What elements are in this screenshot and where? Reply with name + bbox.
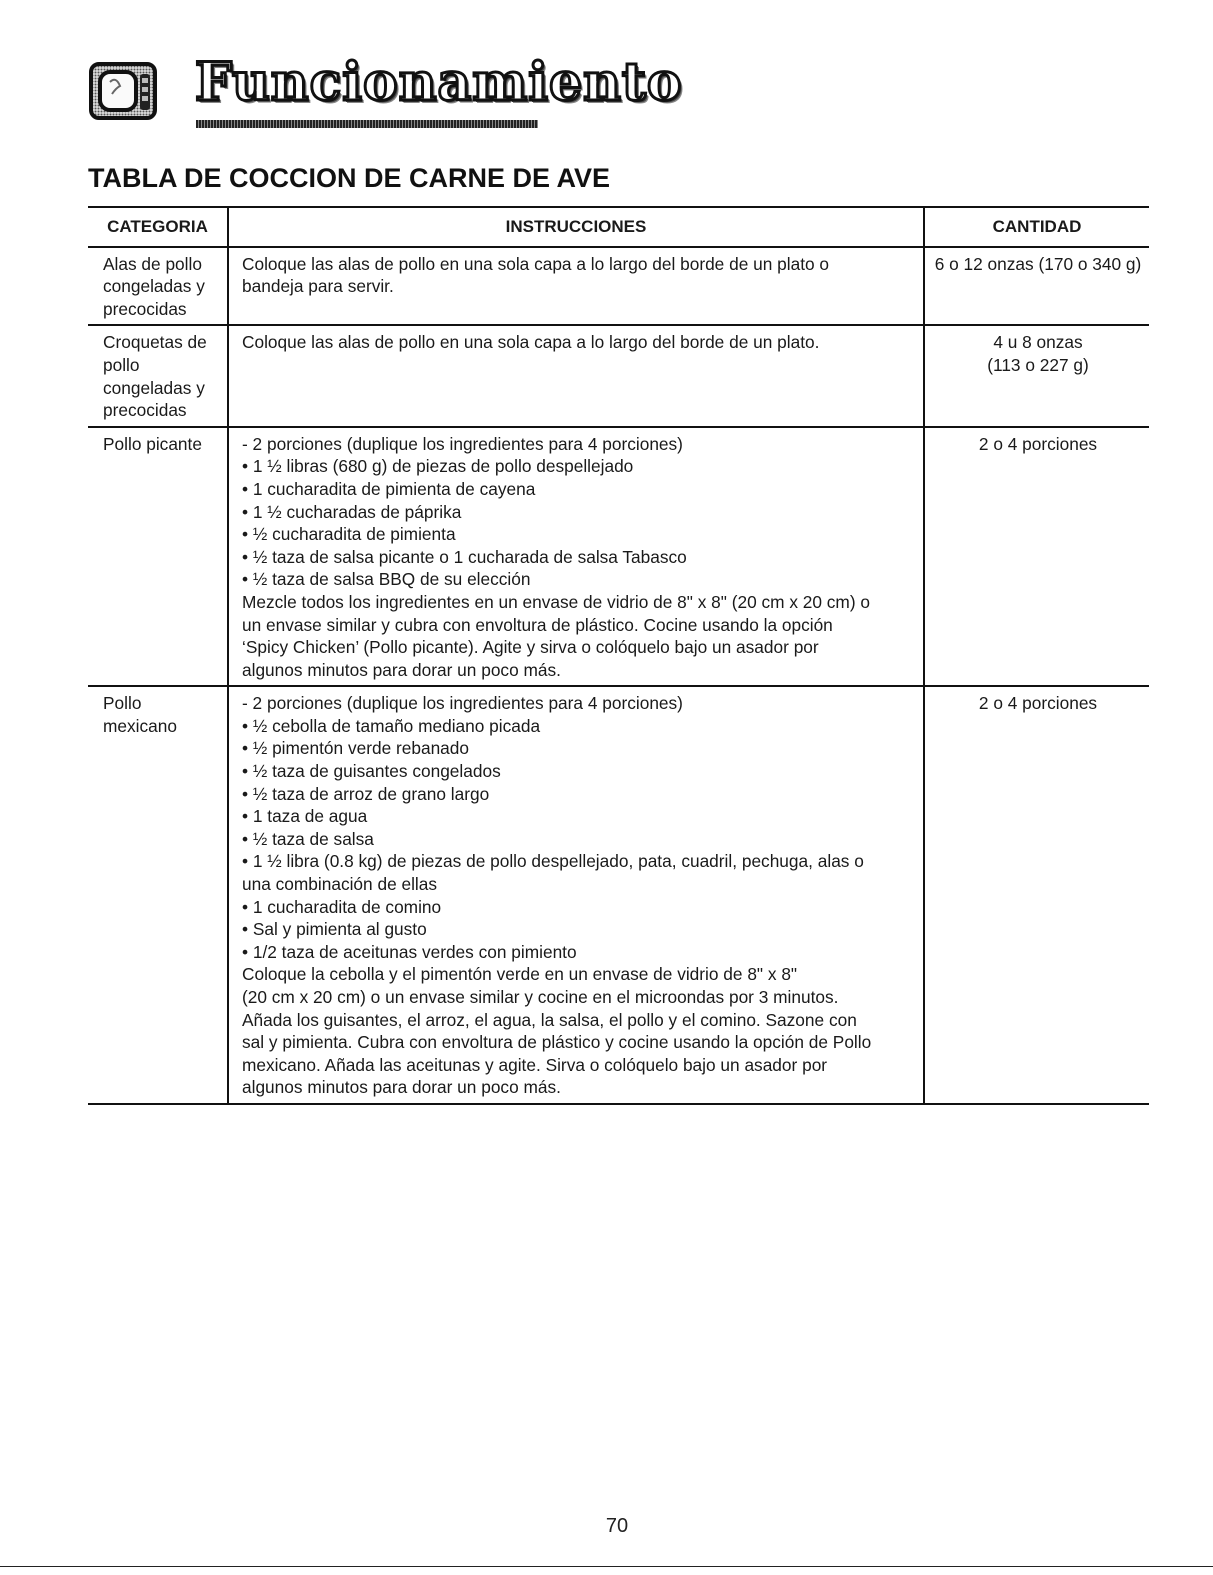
category-line: congeladas y [103, 276, 205, 297]
table-row [88, 247, 1149, 326]
quantity-line: 2 o 4 porciones [978, 693, 1098, 714]
instructions-line: mexicano. Añada las aceitunas y agite. Sirva o colóquelo bajo un asador por [242, 1054, 828, 1075]
instructions-line: • 1 ½ libra (0.8 kg) de piezas de pollo despellejado, pata, cuadril, pechuga, alas o [242, 851, 864, 872]
category-cell [88, 325, 228, 426]
instructions-line: ‘Spicy Chicken’ (Pollo picante). Agite y sirva o colóquelo bajo un asador por [242, 637, 819, 658]
category-line: Croquetas de [103, 332, 207, 353]
instructions-line: • ½ taza de salsa picante o 1 cucharada de salsa Tabasco [242, 546, 687, 567]
category-cell [88, 686, 228, 1104]
instructions-line: • 1 cucharadita de pimienta de cayena [242, 478, 536, 499]
instructions-line: algunos minutos para dorar un poco más. [242, 1077, 561, 1098]
instructions-line: algunos minutos para dorar un poco más. [242, 659, 561, 680]
instructions-cell [228, 325, 924, 426]
instructions-line: • 1 ½ cucharadas de páprika [242, 501, 462, 522]
table-body [88, 247, 1149, 1104]
instructions-line: Coloque las alas de pollo en una sola capa a lo largo del borde de un plato. [242, 332, 820, 353]
quantity-line: 6 o 12 onzas (170 o 340 g) [934, 253, 1142, 274]
quantity-cell [924, 247, 1149, 326]
category-cell [88, 427, 228, 687]
bottom-rule [0, 1566, 1213, 1567]
instructions-line: • 1 ½ libras (680 g) de piezas de pollo despellejado [242, 456, 634, 477]
instructions-line: • Sal y pimienta al gusto [242, 919, 427, 940]
page-title: TABLA DE COCCION DE CARNE DE AVE [88, 163, 611, 193]
category-line: precocidas [103, 298, 187, 319]
instructions-cell [228, 686, 924, 1104]
instructions-line: una combinación de ellas [242, 874, 438, 895]
poultry-cooking-table [88, 206, 1149, 1105]
quantity-line: 4 u 8 onzas [993, 332, 1083, 353]
page-number: 70 [605, 1515, 629, 1537]
instructions-line: • ½ taza de arroz de grano largo [242, 783, 490, 804]
instructions-line: Mezcle todos los ingredientes en un envase de vidrio de 8" x 8" (20 cm x 20 cm) o [242, 591, 870, 612]
category-cell [88, 247, 228, 326]
table-row [88, 325, 1149, 426]
instructions-line: • ½ cebolla de tamaño mediano picada [242, 715, 541, 736]
instructions-line: • ½ cucharadita de pimienta [242, 524, 456, 545]
instructions-line: • ½ taza de guisantes congelados [242, 761, 501, 782]
table-row [88, 427, 1149, 687]
category-line: Pollo picante [103, 433, 202, 454]
microwave-oven-icon [88, 56, 158, 126]
category-line: congeladas y [103, 377, 205, 398]
instructions-line: • ½ taza de salsa BBQ de su elección [242, 569, 531, 590]
instructions-line: - 2 porciones (duplique los ingredientes para 4 porciones) [242, 433, 683, 454]
table-row [88, 686, 1149, 1104]
instructions-line: Coloque la cebolla y el pimentón verde en un envase de vidrio de 8" x 8" [242, 964, 798, 985]
column-header-category: CATEGORIA [88, 207, 228, 247]
header-underline [196, 120, 538, 128]
category-line: precocidas [103, 400, 187, 421]
instructions-line: sal y pimienta. Cubra con envoltura de plástico y cocine usando la opción de Pollo [242, 1032, 872, 1053]
instructions-line: Añada los guisantes, el arroz, el agua, la salsa, el pollo y el comino. Sazone con [242, 1009, 857, 1030]
instructions-line: Coloque las alas de pollo en una sola capa a lo largo del borde de un plato o [242, 253, 830, 274]
section-label: Funcionamiento [195, 52, 683, 113]
instructions-line: • ½ pimentón verde rebanado [242, 738, 470, 759]
instructions-cell [228, 427, 924, 687]
quantity-line: (113 o 227 g) [987, 354, 1089, 375]
instructions-line: • 1 taza de agua [242, 806, 368, 827]
quantity-cell [924, 325, 1149, 426]
instructions-line: un envase similar y cubra con envoltura de plástico. Cocine usando la opción [242, 614, 833, 635]
instructions-line: • 1 cucharadita de comino [242, 896, 442, 917]
instructions-line: (20 cm x 20 cm) o un envase similar y cocine en el microondas por 3 minutos. [242, 987, 839, 1007]
instructions-line: • ½ taza de salsa [242, 828, 374, 849]
quantity-cell [924, 686, 1149, 1104]
quantity-cell [924, 427, 1149, 687]
section-header [88, 52, 683, 134]
category-line: mexicano [103, 715, 177, 736]
instructions-line: • 1/2 taza de aceitunas verdes con pimiento [242, 941, 577, 962]
table-header-row [88, 207, 1149, 247]
category-line: pollo [103, 354, 140, 375]
quantity-line: 2 o 4 porciones [978, 433, 1098, 454]
column-header-instructions: INSTRUCCIONES [228, 207, 924, 247]
category-line: Alas de pollo [103, 253, 202, 274]
instructions-line: - 2 porciones (duplique los ingredientes para 4 porciones) [242, 693, 683, 714]
column-header-quantity: CANTIDAD [924, 207, 1149, 247]
category-line: Pollo [103, 693, 142, 714]
instructions-cell [228, 247, 924, 326]
instructions-line: bandeja para servir. [242, 276, 394, 297]
